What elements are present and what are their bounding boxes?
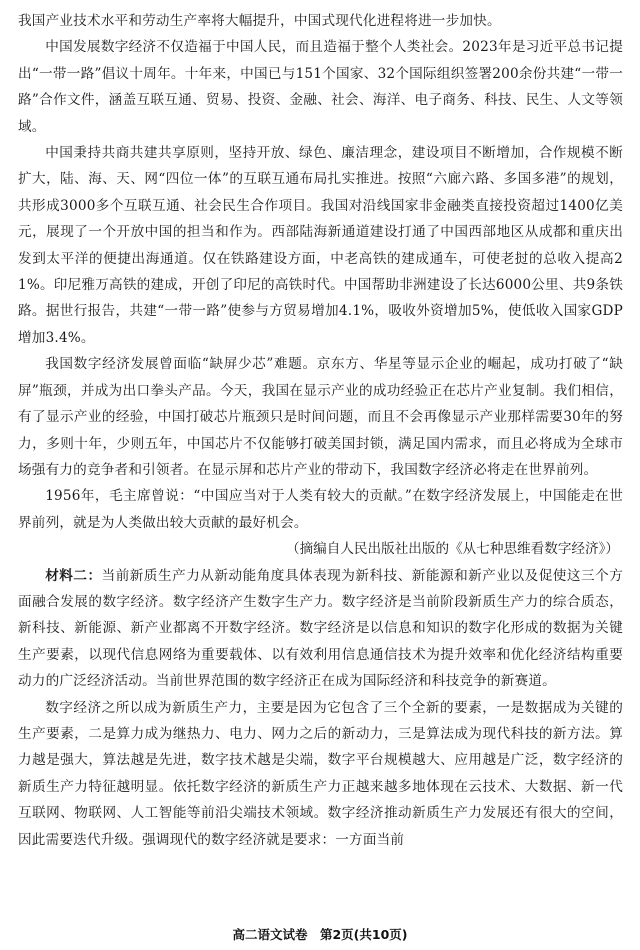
document-page: [18, 8, 623, 853]
paragraph-5: 1956年，毛主席曾说：“中国应当对于人类有较大的贡献。”在数字经济发展上，中国能走在世界前列，就是为人类做出较大贡献的最好机会。: [18, 488, 623, 531]
material-2-label: 材料二：: [45, 567, 102, 584]
material-2-text: 当前新质生产力从新动能角度具体表现为新科技、新能源和新产业以及促使这三个方面融合发展的数字经济。数字经济产生数字生产力。数字经济是当前阶段新质生产力的综合质态，新科技、新能源、新产业都离不开数字经济。数字经济是以信息和知识的数字化形成的数据为关键生产要素，以现代信息网络为重要载体、以有效利用信息通信技术为提升效率和优化经济结构重要动力的广泛经济活动。当前世界范围的数字经济正在成为国际经济和科技竞争的新赛道。: [18, 567, 623, 690]
source-citation: （摘编自人民出版社出版的《从七种思维看数字经济》）: [285, 541, 619, 558]
paragraph-4: 我国数字经济发展曾面临“缺屏少芯”难题。京东方、华星等显示企业的崛起，成功打破了“缺屏”瓶颈，并成为出口拳头产品。今天，我国在显示产业的成功经验正在芯片产业复制。我们相信，有了显示产业的经验，中国打破芯片瓶颈只是时间问题，而且不会再像显示产业那样需要30年的努力，多则十年，少则五年，中国芯片不仅能够打破美国封锁，满足国内需求，而且必将成为全球市场强有力的竞争者和引领者。在显示屏和芯片产业的带动下，我国数字经济必将走在世界前列。: [18, 356, 623, 478]
material-2-paragraph: [18, 563, 623, 695]
paragraph-last: 数字经济之所以成为新质生产力，主要是因为它包含了三个全新的要素，一是数据成为关键的生产要素，二是算力成为继热力、电力、网力之后的新动力，三是算法成为现代科技的新方法。算力越是强大，算法越是先进，数字技术越是尖端，数字平台规模越大、应用越是广泛，数字经济的新质生产力特征越明显。依托数字经济的新质生产力正越来越多地体现在云技术、大数据、新一代互联网、物联网、人工智能等前沿尖端技术领域。数字经济推动新质生产力发展还有很大的空间，因此需要迭代升级。强调现代的数字经济就是要求：一方面当前: [18, 699, 623, 848]
page-footer: 高二语文试卷 第2页(共10页): [232, 927, 408, 942]
paragraph-2: 中国发展数字经济不仅造福于中国人民，而且造福于整个人类社会。2023年是习近平总书记提出“一带一路”倡议十周年。十年来，中国已与151个国家、32个国际组织签署200余份共建“一带一路”合作文件，涵盖互联互通、贸易、投资、金融、社会、海洋、电子商务、科技、民生、人文等领域。: [18, 39, 623, 135]
paragraph-1: 我国产业技术水平和劳动生产率将大幅提升，中国式现代化进程将进一步加快。: [18, 13, 501, 29]
paragraph-3: 中国秉持共商共建共享原则，坚持开放、绿色、廉洁理念，建设项目不断增加，合作规模不断扩大，陆、海、天、网“四位一体”的互联互通布局扎实推进。按照“六廊六路、多国多港”的规划，共形成3000多个互联互通、社会民生合作项目。我国对沿线国家非金融类直接投资超过1400亿美元，展现了一个开放中国的担当和作为。西部陆海新通道建设打通了中国西部地区从成都和重庆出发到太平洋的便捷出海通道。仅在铁路建设方面，中老高铁的建成通车，可使老挝的总收入提高21%。印尼雅万高铁的建成，开创了印尼的高铁时代。中国帮助非洲建设了长达6000公里、共9条铁路。据世行报告，共建“一带一路”使参与方贸易增加4.1%，吸收外资增加5%，使低收入国家GDP增加3.4%。: [18, 145, 623, 346]
